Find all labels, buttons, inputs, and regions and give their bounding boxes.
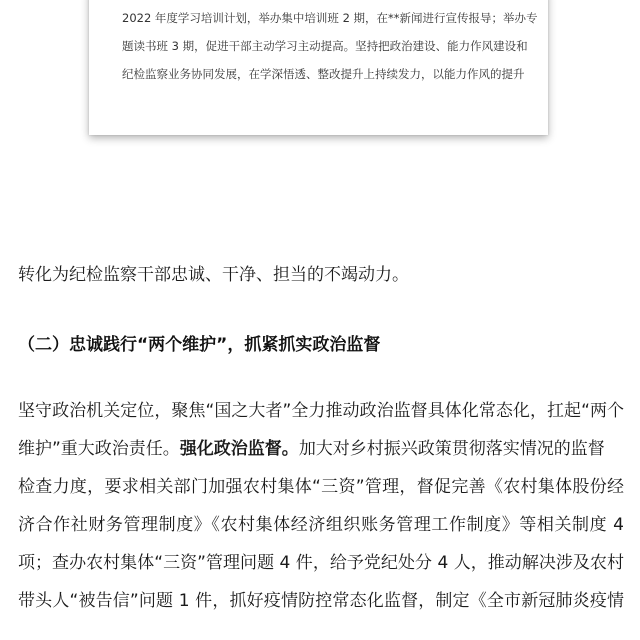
continuation-paragraph — [18, 256, 624, 294]
paragraph-text: 维护”重大政治责任。 — [18, 439, 180, 459]
paragraph-line: 转化为纪检监察干部忠诚、干净、担当的不竭动力。 — [18, 265, 409, 285]
paragraph-line: 济合作社财务管理制度》《农村集体经济组织账务管理工作制度》等相关制度 4 — [18, 515, 624, 535]
paragraph-text: 加大对乡村振兴政策贯彻落实情况的监督 — [298, 439, 605, 459]
paragraph-line: 检查力度，要求相关部门加强农村集体“三资”管理，督促完善《农村集体股份经 — [18, 477, 624, 497]
section-heading: （二）忠诚践行“两个维护”，抓紧抓实政治监督 — [18, 335, 381, 355]
paragraph-line: 带头人“被告信”问题 1 件，抓好疫情防控常态化监督，制定《全市新冠肺炎疫情 — [18, 591, 624, 611]
preview-line: 题读书班 3 期，促进干部主动学习主动提高。坚持把政治建设、能力作风建设和 — [122, 39, 528, 53]
paragraph-line — [18, 430, 624, 468]
bold-phrase: 强化政治监督。 — [179, 439, 299, 459]
page-preview-text — [122, 4, 538, 88]
section-paragraph — [18, 392, 624, 620]
preview-line: 纪检监察业务协同发展，在学深悟透、整改提升上持续发力，以能力作风的提升 — [122, 67, 525, 81]
paragraph-line: 坚守政治机关定位，聚焦“国之大者”全力推动政治监督具体化常态化，扛起“两个 — [18, 401, 624, 421]
preview-line: 2022 年度学习培训计划，举办集中培训班 2 期，在**新闻进行宣传报导；举办专 — [122, 11, 538, 25]
paragraph-line: 项；查办农村集体“三资”管理问题 4 件，给予党纪处分 4 人，推动解决涉及农村 — [18, 553, 624, 573]
